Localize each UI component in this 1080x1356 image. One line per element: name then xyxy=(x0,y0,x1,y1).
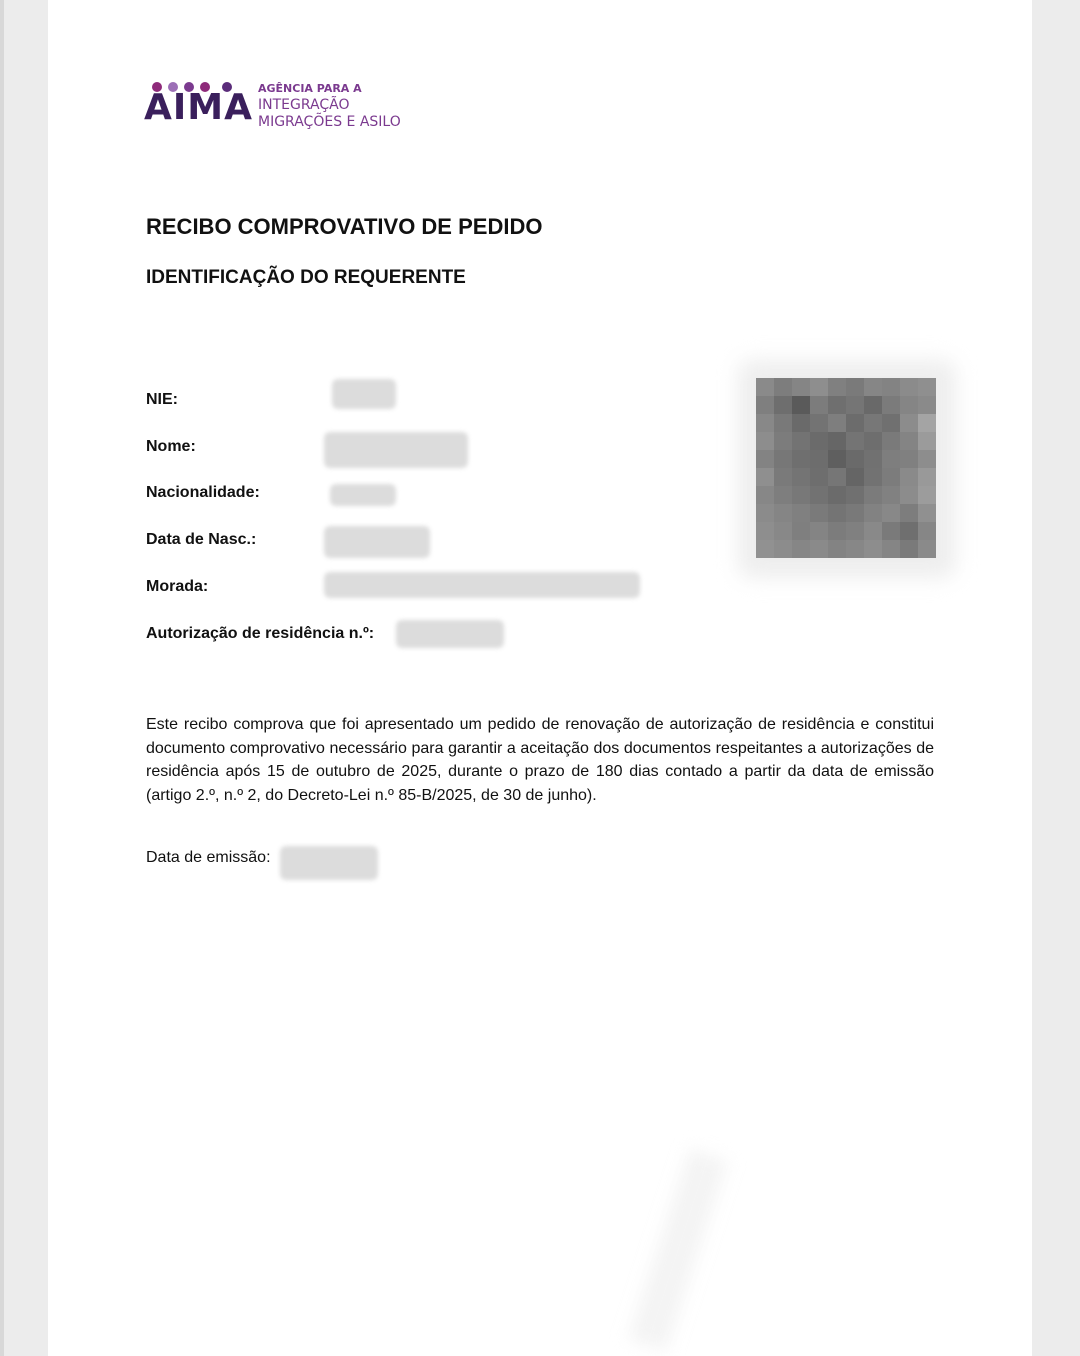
photo-pixel xyxy=(756,504,774,522)
photo-pixel xyxy=(846,414,864,432)
photo-pixel xyxy=(918,504,936,522)
photo-pixel xyxy=(828,432,846,450)
logo-tagline-line1: AGÊNCIA PARA A xyxy=(258,82,362,95)
redacted-value xyxy=(280,846,378,880)
photo-pixel xyxy=(792,432,810,450)
photo-pixel xyxy=(774,504,792,522)
photo-pixel xyxy=(900,504,918,522)
photo-pixel xyxy=(918,486,936,504)
photo-pixel xyxy=(756,468,774,486)
photo-pixel xyxy=(756,486,774,504)
photo-pixel xyxy=(918,396,936,414)
photo-pixel xyxy=(810,378,828,396)
photo-pixel xyxy=(792,396,810,414)
redacted-value xyxy=(332,379,396,409)
photo-pixel xyxy=(846,396,864,414)
photo-pixel xyxy=(792,450,810,468)
photo-pixel xyxy=(900,414,918,432)
photo-pixel xyxy=(756,414,774,432)
photo-pixel xyxy=(864,540,882,558)
photo-pixel xyxy=(810,396,828,414)
photo-pixel xyxy=(810,504,828,522)
aima-logo xyxy=(144,80,434,132)
photo-pixel xyxy=(774,522,792,540)
logo-tagline-line3: MIGRAÇÕES E ASILO xyxy=(258,114,401,130)
photo-pixel xyxy=(792,468,810,486)
document-page xyxy=(48,0,1032,1356)
photo-pixel xyxy=(900,486,918,504)
photo-pixel xyxy=(792,414,810,432)
photo-pixel xyxy=(846,540,864,558)
photo-pixel xyxy=(900,450,918,468)
photo-pixel xyxy=(774,396,792,414)
photo-pixel xyxy=(900,396,918,414)
photo-pixel xyxy=(828,378,846,396)
photo-pixel xyxy=(846,522,864,540)
photo-pixel xyxy=(774,450,792,468)
photo-pixel xyxy=(828,486,846,504)
photo-pixel xyxy=(882,396,900,414)
photo-pixel xyxy=(864,522,882,540)
redacted-value xyxy=(396,620,504,648)
photo-pixel xyxy=(774,486,792,504)
redacted-value xyxy=(324,572,640,598)
field-label-nacionalidade: Nacionalidade: xyxy=(146,484,260,501)
photo-pixel xyxy=(828,522,846,540)
photo-pixel xyxy=(900,468,918,486)
photo-pixel xyxy=(864,468,882,486)
photo-pixel xyxy=(810,432,828,450)
scan-smudge xyxy=(628,1149,728,1352)
photo-pixel xyxy=(882,450,900,468)
photo-pixel xyxy=(828,414,846,432)
logo-wordmark: AIMA xyxy=(144,87,253,128)
photo-pixel xyxy=(882,540,900,558)
photo-pixel xyxy=(918,414,936,432)
document-title: RECIBO COMPROVATIVO DE PEDIDO xyxy=(146,214,543,239)
photo-pixel xyxy=(774,540,792,558)
photo-pixel xyxy=(864,450,882,468)
photo-pixel xyxy=(900,522,918,540)
photo-pixel xyxy=(810,414,828,432)
field-label-nome: Nome: xyxy=(146,438,196,455)
redacted-value xyxy=(324,432,468,468)
photo-pixel xyxy=(792,504,810,522)
emission-date-label: Data de emissão: xyxy=(146,849,271,866)
photo-pixel xyxy=(756,396,774,414)
logo-tagline xyxy=(258,80,401,131)
photo-pixel xyxy=(900,540,918,558)
photo-pixel xyxy=(792,486,810,504)
photo-pixel xyxy=(918,378,936,396)
photo-pixel xyxy=(774,378,792,396)
photo-pixel xyxy=(810,522,828,540)
photo-pixel xyxy=(792,540,810,558)
photo-pixel xyxy=(810,450,828,468)
photo-pixel xyxy=(900,432,918,450)
photo-pixel xyxy=(918,450,936,468)
redacted-value xyxy=(330,484,396,506)
photo-pixel xyxy=(846,432,864,450)
photo-pixel xyxy=(756,432,774,450)
photo-pixel xyxy=(810,468,828,486)
photo-pixel xyxy=(864,378,882,396)
redacted-value xyxy=(324,526,430,558)
photo-pixel xyxy=(882,414,900,432)
photo-pixel xyxy=(846,504,864,522)
photo-pixel xyxy=(846,378,864,396)
photo-pixel xyxy=(900,378,918,396)
photo-pixel xyxy=(918,540,936,558)
field-label-morada: Morada: xyxy=(146,578,209,595)
photo-pixel xyxy=(846,450,864,468)
photo-pixel xyxy=(864,396,882,414)
photo-pixel xyxy=(756,522,774,540)
photo-pixel xyxy=(864,486,882,504)
photo-pixel xyxy=(810,540,828,558)
photo-pixel xyxy=(756,450,774,468)
photo-pixel xyxy=(774,414,792,432)
photo-pixel xyxy=(882,378,900,396)
field-label-nie: NIE: xyxy=(146,391,178,408)
field-label-data-nasc: Data de Nasc.: xyxy=(146,531,257,548)
photo-pixel xyxy=(828,396,846,414)
photo-pixel xyxy=(792,522,810,540)
photo-pixel xyxy=(882,486,900,504)
photo-pixel xyxy=(828,468,846,486)
photo-pixel xyxy=(882,432,900,450)
photo-pixel xyxy=(882,504,900,522)
page-edge xyxy=(0,0,4,1356)
photo-pixel xyxy=(918,432,936,450)
section-heading: IDENTIFICAÇÃO DO REQUERENTE xyxy=(146,267,466,288)
field-label-autorizacao: Autorização de residência n.º: xyxy=(146,625,375,642)
photo-pixel xyxy=(882,468,900,486)
photo-pixel xyxy=(774,432,792,450)
photo-pixel xyxy=(864,504,882,522)
photo-pixel xyxy=(918,468,936,486)
redacted-photo-icon xyxy=(756,378,936,558)
photo-pixel xyxy=(756,540,774,558)
logo-tagline-line2: INTEGRAÇÃO xyxy=(258,97,350,113)
photo-pixel xyxy=(882,522,900,540)
photo-pixel xyxy=(918,522,936,540)
photo-pixel xyxy=(792,378,810,396)
photo-pixel xyxy=(846,486,864,504)
photo-pixel xyxy=(846,468,864,486)
receipt-statement: Este recibo comprova que foi apresentado um pedido de renovação de autorização de residência e constitui documento comprovativo necessário para garantir a aceitação dos documentos respeitantes a autorizações de residência após 15 de outubro de 2025, durante o prazo de 180 dias contado a partir da data de emissão (artigo 2.º, n.º 2, do Decreto-Lei n.º 85-B/2025, de 30 de junho). xyxy=(146,716,934,804)
photo-pixel xyxy=(828,504,846,522)
photo-pixel xyxy=(774,468,792,486)
photo-pixel xyxy=(828,450,846,468)
photo-pixel xyxy=(828,540,846,558)
photo-pixel xyxy=(756,378,774,396)
photo-pixel xyxy=(810,486,828,504)
photo-pixel xyxy=(864,414,882,432)
photo-pixel xyxy=(864,432,882,450)
